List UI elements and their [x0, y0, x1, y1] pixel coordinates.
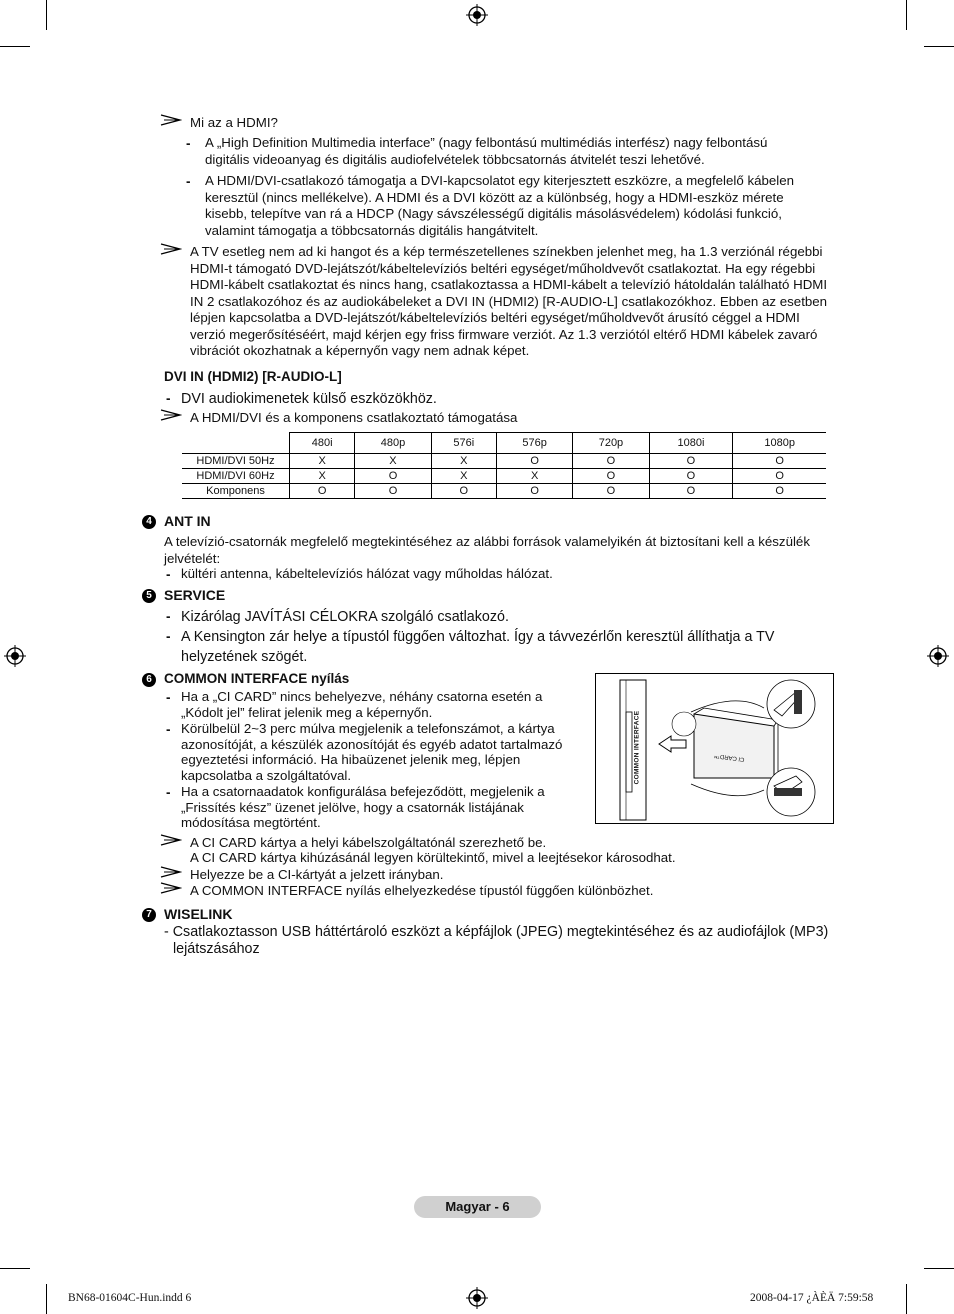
column-header: 480p [355, 433, 431, 454]
bullet-dash: - [166, 690, 171, 705]
ci-note-3: A COMMON INTERFACE nyílás elhelyezkedése típustól függően különbözhet. [190, 883, 654, 898]
note-arrow-icon [160, 834, 182, 846]
note-arrow-icon [160, 409, 182, 421]
hdmi-bullet-2: A HDMI/DVI-csatlakozó támogatja a DVI-kapcsolatot egy kiterjesztett eszközre, a megfelelő kábelen keresztül (nincs mellékelve). A HDMI és a DVI között az a különbség, hogy a HDMI-eszköz mérete kisebb, telepítve van rá a HDCP (Nagy sávszélességű digitális másolásvédelem) kódolási funkció, valamint támogatja a többcsatornás digitális hangátvitelt. [205, 173, 795, 238]
table-cell: X [290, 469, 355, 484]
note-arrow-icon [160, 882, 182, 894]
section-number-badge: 7 [142, 908, 156, 922]
bullet-dash: - [166, 391, 171, 406]
ci-heading: COMMON INTERFACE nyílás [164, 671, 350, 686]
crop-mark [906, 1284, 907, 1314]
ci-card-insertion-illustration [596, 674, 833, 823]
table-cell: O [573, 484, 649, 499]
section-number-badge: 6 [142, 673, 156, 687]
table-cell: O [496, 484, 572, 499]
crop-mark [0, 1268, 30, 1269]
ci-note-1-line-2: A CI CARD kártya kihúzásánál legyen körültekintő, mivel a leejtésekor károsodhat. [190, 850, 676, 865]
wiselink-heading: WISELINK [164, 906, 233, 922]
bullet-dash: - [166, 785, 171, 800]
bullet-dash: - [166, 609, 171, 624]
table-cell: O [573, 454, 649, 469]
bullet-dash: - [186, 136, 191, 151]
slug-file-name: BN68-01604C-Hun.indd 6 [68, 1292, 192, 1304]
table-cell: O [431, 484, 496, 499]
crop-mark [46, 0, 47, 30]
hdmi-note-2: A TV esetleg nem ad ki hangot és a kép természetellenes színekben jelenhet meg, ha 1.3 verziónál régebbi HDMI-t támogató DVD-lejátszót/kábeltelevíziós beltéri egységet/műholdvevőt csatlakoztat. Ha egy régebbi HDMI-kábelt csatlakoztat és nincs hang, csatlakoztassa a HDMI-kábelt a televízió hátoldalán található HDMI IN 2 csatlakozóhoz és az audiokábeleket a DVI IN (HDMI2) [R-AUDIO-L] csatlakozókhoz. Ebben az esetben lépjen kapcsolatba a DVD-lejátszót/kábeltelevíziós beltéri egységet/műholdvevőt árusító céggel a HDMI verzió megerősítéséért, majd kérjen egy friss firmware verziót. Az 1.3 verziótól eltérő HDMI kábelek zavaró vibrációt okozhatnak a képernyőn vagy nem adnak képet. [190, 244, 828, 358]
table-row [182, 454, 826, 469]
note-arrow-icon [160, 866, 182, 878]
column-header: 576i [431, 433, 496, 454]
table-cell: O [733, 454, 826, 469]
crop-mark [46, 1284, 47, 1314]
ant-in-text: A televízió-csatornák megfelelő megtekintéséhez az alábbi források valamelyikén át biztosítani kell a készülék jelvételét: [164, 534, 810, 566]
ci-note-2: Helyezze be a CI-kártyát a jelzett irányban. [190, 867, 444, 882]
table-cell: X [496, 469, 572, 484]
service-bullet-2-line-1: A Kensington zár helye a típustól függően változhat. Így a távvezérlőn keresztül állíthatja a TV [181, 629, 775, 645]
bullet-dash: - [166, 567, 171, 582]
table-cell: O [733, 469, 826, 484]
table-cell: O [496, 454, 572, 469]
column-header: 720p [573, 433, 649, 454]
ci-note-1-line-1: A CI CARD kártya a helyi kábelszolgáltatónál szerezhető be. [190, 835, 547, 850]
section-number-badge: 5 [142, 589, 156, 603]
table-cell: X [290, 454, 355, 469]
registration-mark-icon [927, 645, 949, 667]
bullet-dash: - [186, 174, 191, 189]
column-header: 1080p [733, 433, 826, 454]
table-cell: X [431, 469, 496, 484]
wiselink-text-line-1: - Csatlakoztasson USB háttértároló eszközt a képfájlok (JPEG) megtekintéséhez és az audiofájlok (MP3) [164, 924, 829, 940]
row-label: HDMI/DVI 60Hz [182, 469, 290, 484]
ant-in-bullet: kültéri antenna, kábeltelevíziós hálózat vagy műholdas hálózat. [181, 566, 553, 581]
crop-mark [906, 0, 907, 30]
table-cell: O [649, 454, 733, 469]
dvi-bullet: DVI audiokimenetek külső eszközökhöz. [181, 391, 437, 407]
table-corner-cell [182, 433, 290, 454]
crop-mark [0, 46, 30, 47]
signal-support-table [182, 432, 826, 499]
service-bullet-1: Kizárólag JAVÍTÁSI CÉLOKRA szolgáló csatlakozó. [181, 609, 509, 625]
bullet-dash: - [166, 629, 171, 644]
registration-mark-icon [4, 645, 26, 667]
row-label: HDMI/DVI 50Hz [182, 454, 290, 469]
column-header: 480i [290, 433, 355, 454]
ant-in-heading: ANT IN [164, 513, 211, 529]
wiselink-text-line-2: lejátszásához [173, 941, 260, 957]
ci-bullet-1: Ha a „CI CARD” nincs behelyezve, néhány csatorna esetén a „Kódolt jel” felirat jelenik meg a képernyőn. [181, 689, 543, 720]
table-cell: X [355, 454, 431, 469]
crop-mark [924, 1268, 954, 1269]
crop-mark [924, 46, 954, 47]
table-cell: O [649, 469, 733, 484]
table-row [182, 484, 826, 499]
dvi-note: A HDMI/DVI és a komponens csatlakoztató támogatása [190, 410, 518, 425]
row-label: Komponens [182, 484, 290, 499]
table-header-row [182, 433, 826, 454]
ci-card-figure [595, 673, 834, 824]
hdmi-bullet-1: A „High Definition Multimedia interface” (nagy felbontású multimédiás interfész) nagy felbontású digitális videoanyag és digitális audiofelvételek többcsatornás átvitelét teszi lehetővé. [205, 135, 768, 167]
ci-slot-label: COMMON INTERFACE [633, 710, 641, 785]
page-number-label: Magyar - 6 [414, 1196, 541, 1218]
column-header: 1080i [649, 433, 733, 454]
section-number-badge: 4 [142, 515, 156, 529]
ci-bullet-3: Ha a csatornaadatok konfigurálása befejeződött, megjelenik a „Frissítés kész” üzenet jelölve, hogy a csatornák listájának módosítása megtörtént. [181, 784, 545, 830]
dvi-heading: DVI IN (HDMI2) [R-AUDIO-L] [164, 369, 342, 384]
note-arrow-icon [160, 243, 182, 255]
ci-card-label: CI CARD™ [713, 751, 745, 763]
table-cell: X [431, 454, 496, 469]
table-cell: O [355, 469, 431, 484]
table-row [182, 469, 826, 484]
ci-bullet-2: Körülbelül 2~3 perc múlva megjelenik a telefonszámot, a kártya azonosítóját, a készülék azonosítóját és egyéb adatot tartalmazó egyeztetési információ. Ha hibaüzenet jelenik meg, lépjen kapcsolatba a szolgáltatóval. [181, 721, 563, 783]
table-cell: O [649, 484, 733, 499]
slug-timestamp: 2008-04-17 ¿ÀÈÄ 7:59:58 [750, 1292, 874, 1304]
hdmi-note-title: Mi az a HDMI? [190, 115, 278, 130]
column-header: 576p [496, 433, 572, 454]
registration-mark-icon [466, 4, 488, 26]
table-cell: O [573, 469, 649, 484]
bullet-dash: - [166, 722, 171, 737]
service-heading: SERVICE [164, 587, 226, 603]
table-cell: O [290, 484, 355, 499]
table-cell: O [733, 484, 826, 499]
note-arrow-icon [160, 114, 182, 126]
registration-mark-icon [466, 1287, 488, 1309]
table-cell: O [355, 484, 431, 499]
service-bullet-2-line-2: helyzetének szögét. [181, 649, 308, 665]
